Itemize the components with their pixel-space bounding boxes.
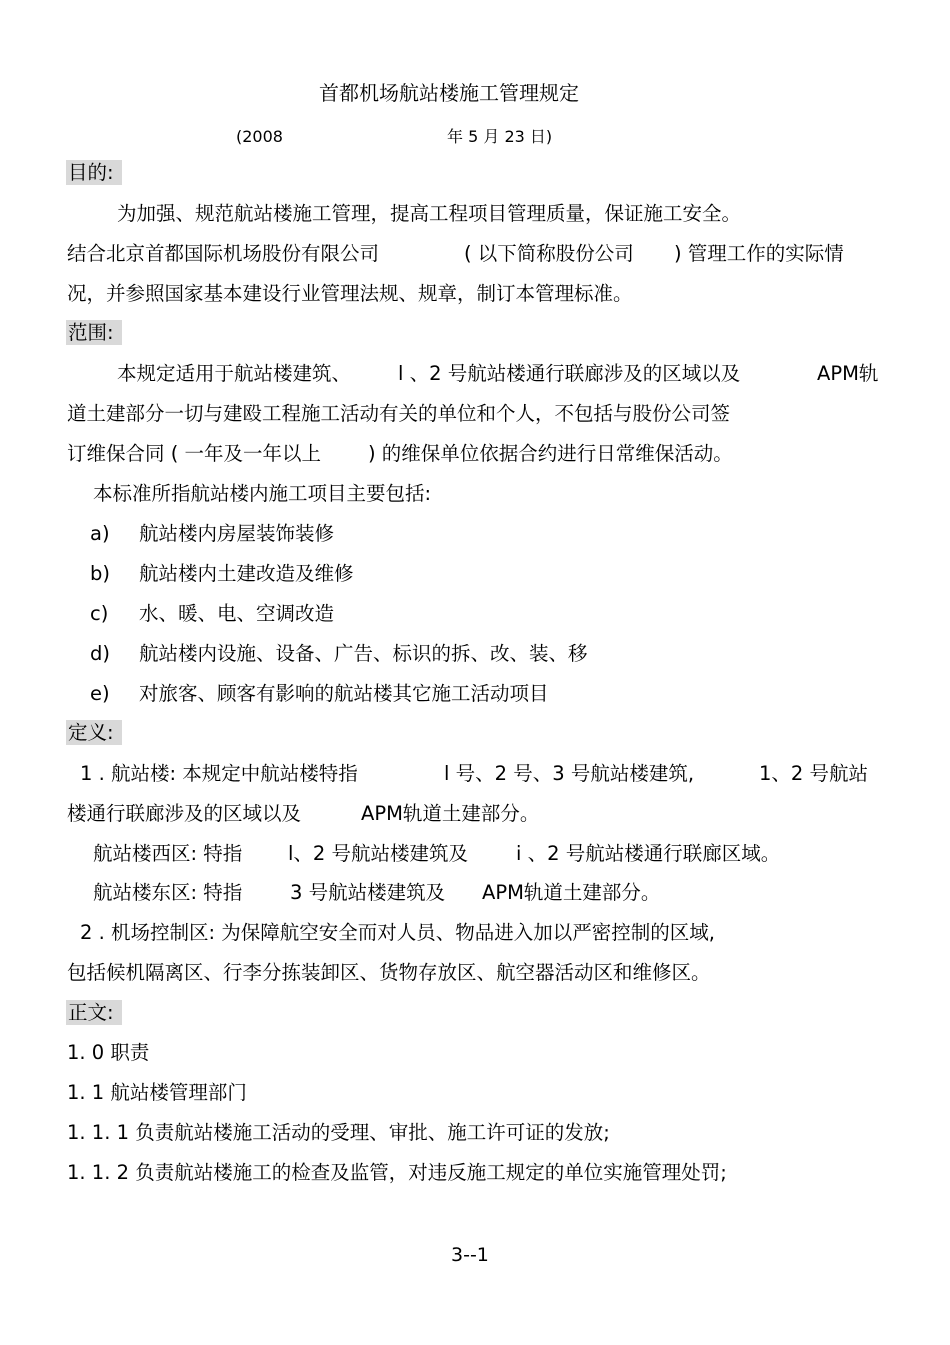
west-zone-a: 航站楼西区: 特指 xyxy=(93,842,243,865)
scope-line-1b: l 、2 号航站楼通行联廊涉及的区域以及 xyxy=(398,362,741,385)
definition-1-line-2b: APM轨道土建部分。 xyxy=(361,802,540,825)
section-header-body: 正文: xyxy=(66,1000,122,1025)
date-rest: 年 5 月 23 日) xyxy=(447,127,553,146)
body-line-3: 1. 1. 1 负责航站楼施工活动的受理、审批、施工许可证的发放; xyxy=(67,1121,610,1144)
definition-1c: 1、2 号航站 xyxy=(759,762,869,785)
body-line-4: 1. 1. 2 负责航站楼施工的检查及监管，对违反施工规定的单位实施管理处罚; xyxy=(67,1161,727,1184)
page-title: 首都机场航站楼施工管理规定 xyxy=(319,81,579,105)
list-item-label: b) xyxy=(90,562,110,585)
purpose-line-2b: ( 以下简称股份公司 xyxy=(464,242,634,265)
list-item: 航站楼内设施、设备、广告、标识的拆、改、装、移 xyxy=(139,642,588,665)
section-header-definitions: 定义: xyxy=(66,720,122,745)
definition-2-line-2: 包括候机隔离区、行李分拣装卸区、货物存放区、航空器活动区和维修区。 xyxy=(67,961,711,984)
definition-2: 2 . 机场控制区: 为保障航空安全而对人员、物品进入加以严密控制的区域, xyxy=(80,921,715,944)
list-item-label: c) xyxy=(90,602,109,625)
scope-line-2: 道土建部分一切与建殴工程施工活动有关的单位和个人，不包括与股份公司签 xyxy=(67,402,731,425)
east-zone-a: 航站楼东区: 特指 xyxy=(93,881,243,904)
west-zone-b: l、2 号航站楼建筑及 xyxy=(288,842,469,865)
purpose-line-3: 况，并参照国家基本建设行业管理法规、规章，制订本管理标准。 xyxy=(67,282,633,305)
definition-1b: l 号、2 号、3 号航站楼建筑, xyxy=(444,762,695,785)
scope-line-4: 本标准所指航站楼内施工项目主要包括: xyxy=(93,482,432,505)
scope-line-1a: 本规定适用于航站楼建筑、 xyxy=(117,362,352,385)
scope-line-3a: 订维保合同 ( 一年及一年以上 xyxy=(67,442,322,465)
section-header-purpose: 目的: xyxy=(66,160,122,185)
section-header-scope: 范围: xyxy=(66,320,122,345)
body-line-2: 1. 1 航站楼管理部门 xyxy=(67,1081,247,1104)
definition-1a: 1 . 航站楼: 本规定中航站楼特指 xyxy=(80,762,358,785)
scope-line-1c: APM轨 xyxy=(817,362,879,385)
list-item: 对旅客、顾客有影响的航站楼其它施工活动项目 xyxy=(139,682,549,705)
purpose-line-2c: ) 管理工作的实际情 xyxy=(674,242,844,265)
list-item: 航站楼内房屋装饰装修 xyxy=(139,522,335,545)
purpose-line-1: 为加强、规范航站楼施工管理，提高工程项目管理质量，保证施工安全。 xyxy=(117,202,742,225)
east-zone-c: APM轨道土建部分。 xyxy=(482,881,661,904)
scope-line-3b: ) 的维保单位依据合约进行日常维保活动。 xyxy=(368,442,733,465)
date-year: (2008 xyxy=(236,127,283,146)
list-item-label: a) xyxy=(90,522,110,545)
definition-1-line-2a: 楼通行联廊涉及的区域以及 xyxy=(67,802,302,825)
page-number: 3--1 xyxy=(451,1244,489,1266)
list-item-label: e) xyxy=(90,682,110,705)
list-item: 水、暖、电、空调改造 xyxy=(139,602,335,625)
west-zone-c: i 、2 号航站楼通行联廊区域。 xyxy=(516,842,781,865)
east-zone-b: 3 号航站楼建筑及 xyxy=(290,881,446,904)
purpose-line-2a: 结合北京首都国际机场股份有限公司 xyxy=(67,242,380,265)
list-item-label: d) xyxy=(90,642,110,665)
body-line-1: 1. 0 职责 xyxy=(67,1041,150,1064)
list-item: 航站楼内土建改造及维修 xyxy=(139,562,354,585)
